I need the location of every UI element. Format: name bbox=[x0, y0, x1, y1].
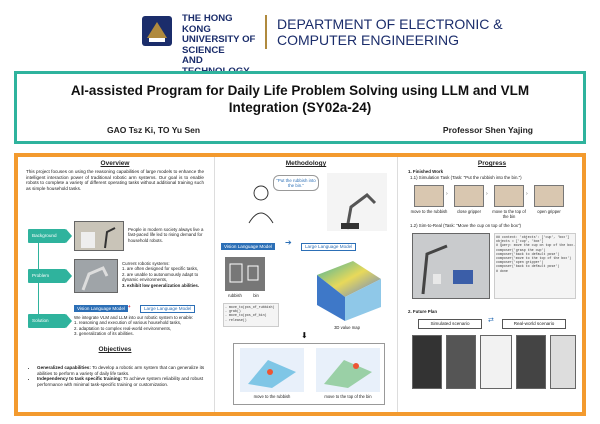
future-plan-heading: 2. Future Plan bbox=[408, 309, 438, 314]
sim-step-caption: close gripper bbox=[457, 209, 481, 214]
real-scenario-box: Real-world scenario bbox=[502, 319, 566, 329]
result-right-icon bbox=[316, 348, 380, 392]
plus-icon: + bbox=[128, 304, 131, 309]
chevron-right-icon: › bbox=[526, 191, 528, 197]
equals-icon: ⇄ bbox=[488, 317, 494, 324]
problem-item: 1. are often designed for specific tasks, bbox=[122, 266, 199, 272]
university-name bbox=[182, 14, 262, 77]
result-left-icon bbox=[240, 348, 304, 392]
supervisor: Professor Shen Yajing bbox=[442, 125, 533, 135]
title-line: Integration (SY02a-24) bbox=[228, 100, 372, 115]
vlm-tag: Vision Language Model bbox=[74, 305, 128, 312]
methodology-column bbox=[214, 157, 398, 412]
sim-step-caption: move to the top of the bin bbox=[492, 209, 526, 219]
methodology-heading: Methodology bbox=[285, 160, 327, 167]
objectives-heading: Objectives bbox=[98, 346, 132, 353]
university-line: THE HONG KONG bbox=[182, 13, 233, 35]
sim-step-caption: open gripper bbox=[537, 209, 561, 214]
objective-text: To develop a robotic arm system that can generalize its abilities to perform a variety of daily life tasks. bbox=[37, 365, 205, 376]
real-task-heading: 1.2) Sim-to-Real (Task: "Move the cup on top of the box") bbox=[410, 223, 521, 228]
sim-step-caption: move to the rubbish bbox=[410, 209, 448, 214]
llm-tag: Large Language Model bbox=[301, 243, 356, 251]
header-divider bbox=[265, 15, 267, 49]
objective-text: To achieve system reliability and robust performance with minimal task-specific training or customization. bbox=[37, 376, 204, 387]
university-line: AND bbox=[182, 55, 203, 66]
chevron-right-icon: › bbox=[446, 191, 448, 197]
problem-item: 2. are unable to autonomously adapt to dynamic environments, bbox=[122, 271, 199, 283]
simulated-scenario-box: Simulated scenario bbox=[418, 319, 482, 329]
overview-column bbox=[24, 157, 206, 412]
solution-item: 2. adaptation to complex real-world environments, bbox=[74, 325, 172, 331]
solution-item: 1. reasoning and execution of various household tasks, bbox=[74, 320, 182, 326]
robot-kitchen-icon bbox=[75, 222, 123, 250]
progress-column bbox=[404, 157, 580, 412]
vlm-tag: Vision Language Model bbox=[221, 243, 275, 250]
background-photo bbox=[74, 221, 124, 251]
objective-title: Generalized capabilities: bbox=[37, 365, 91, 370]
arrow-down-icon: ⬇ bbox=[301, 331, 308, 340]
progress-heading: Progress bbox=[477, 160, 507, 167]
chevron-right-icon: › bbox=[486, 191, 488, 197]
title-line: AI-assisted Program for Daily Life Problem Solving using LLM and VLM bbox=[70, 83, 530, 98]
sim-task-heading: 1.1) Simulation Task (Task: "Put the rubbish into the bin.") bbox=[410, 175, 522, 180]
future-photo bbox=[446, 335, 476, 389]
solution-intro: We integrate VLM and LLM into our robotic system to enable: bbox=[74, 315, 194, 320]
sim2real-code: ## context: 'objects': ['cup', 'box'] objects = ['cup', 'box'] # Query: move the cup on top of the box. composer('grasp the cup') composer('back to default pose') composer('move to the top of the box') composer('open gripper') composer('back to default pose') # done bbox=[494, 233, 576, 299]
robot-arm-icon bbox=[327, 173, 387, 231]
poster-header bbox=[0, 0, 600, 66]
objectives-list bbox=[32, 365, 206, 387]
result-caption: move to the rubbish bbox=[253, 394, 291, 399]
department-name bbox=[277, 16, 587, 48]
real-robot-photo bbox=[412, 233, 490, 299]
problem-intro: Current robotic systems: bbox=[122, 261, 170, 266]
sim-step-image bbox=[414, 185, 444, 207]
solution-list bbox=[74, 315, 206, 337]
label-rubbish: rubbish bbox=[228, 293, 242, 298]
problem-list bbox=[122, 261, 206, 288]
speech-bubble: "Put the rubbish into the bin." bbox=[273, 175, 319, 191]
sim-step-image bbox=[454, 185, 484, 207]
vlm-detection-image bbox=[225, 257, 265, 291]
overview-intro: This project focuses on using the reasoning capabilities of large models to enhance the intelligent interaction power of traditional robotic arm systems. Our goal is to enable robots to complete a variety of different operating tasks without additional training such as simple household tasks. bbox=[26, 169, 204, 191]
sim-step-image bbox=[494, 185, 524, 207]
background-text: People in modern society always live a fast-paced life led to rising demand for household robots. bbox=[128, 227, 204, 243]
title-box bbox=[14, 71, 586, 144]
objective-item bbox=[37, 376, 206, 387]
authors: GAO Tsz Ki, TO Yu Sen bbox=[107, 125, 201, 135]
llm-tag: Large Language Model bbox=[140, 305, 195, 313]
problem-item: 3. exhibit low generalization abilities. bbox=[122, 282, 200, 288]
overview-heading: Overview bbox=[100, 160, 130, 167]
future-photo bbox=[480, 335, 512, 389]
university-line: UNIVERSITY OF SCIENCE bbox=[182, 34, 256, 56]
hkust-logo-icon bbox=[140, 14, 174, 48]
department-line: DEPARTMENT OF ELECTRONIC & bbox=[277, 16, 503, 32]
solution-item: 3. generalization of its abilities. bbox=[74, 331, 134, 337]
content-box bbox=[14, 153, 586, 416]
label-bin: bin bbox=[253, 293, 259, 298]
future-photo bbox=[412, 335, 442, 389]
result-panel bbox=[233, 343, 385, 405]
finished-work-heading: 1. Finished Work bbox=[408, 169, 444, 174]
future-photo bbox=[516, 335, 546, 389]
arrow-right-icon: ➔ bbox=[285, 238, 292, 247]
sim-step-image bbox=[534, 185, 564, 207]
llm-code-output: - move_to(pos_of_rubbish) - grab() - move_to(pos_of_bin) - release() bbox=[223, 303, 279, 327]
value-map-icon bbox=[307, 255, 387, 323]
problem-photo bbox=[74, 259, 118, 293]
poster-title bbox=[17, 82, 583, 116]
cup-box-scene-icon bbox=[413, 234, 489, 298]
department-line: COMPUTER ENGINEERING bbox=[277, 32, 460, 48]
result-caption: move to the top of the bin bbox=[324, 394, 372, 399]
objective-title: Independency to task specific training: bbox=[37, 376, 123, 381]
background-label: Background bbox=[28, 229, 66, 243]
robotic-arm-icon bbox=[75, 260, 117, 292]
problem-label: Problem bbox=[28, 269, 66, 283]
future-photo bbox=[550, 335, 576, 389]
objective-item bbox=[37, 365, 206, 376]
detection-icon bbox=[226, 258, 264, 290]
value-map-caption: 3D value map bbox=[334, 325, 360, 330]
solution-label: Solution bbox=[28, 314, 66, 328]
